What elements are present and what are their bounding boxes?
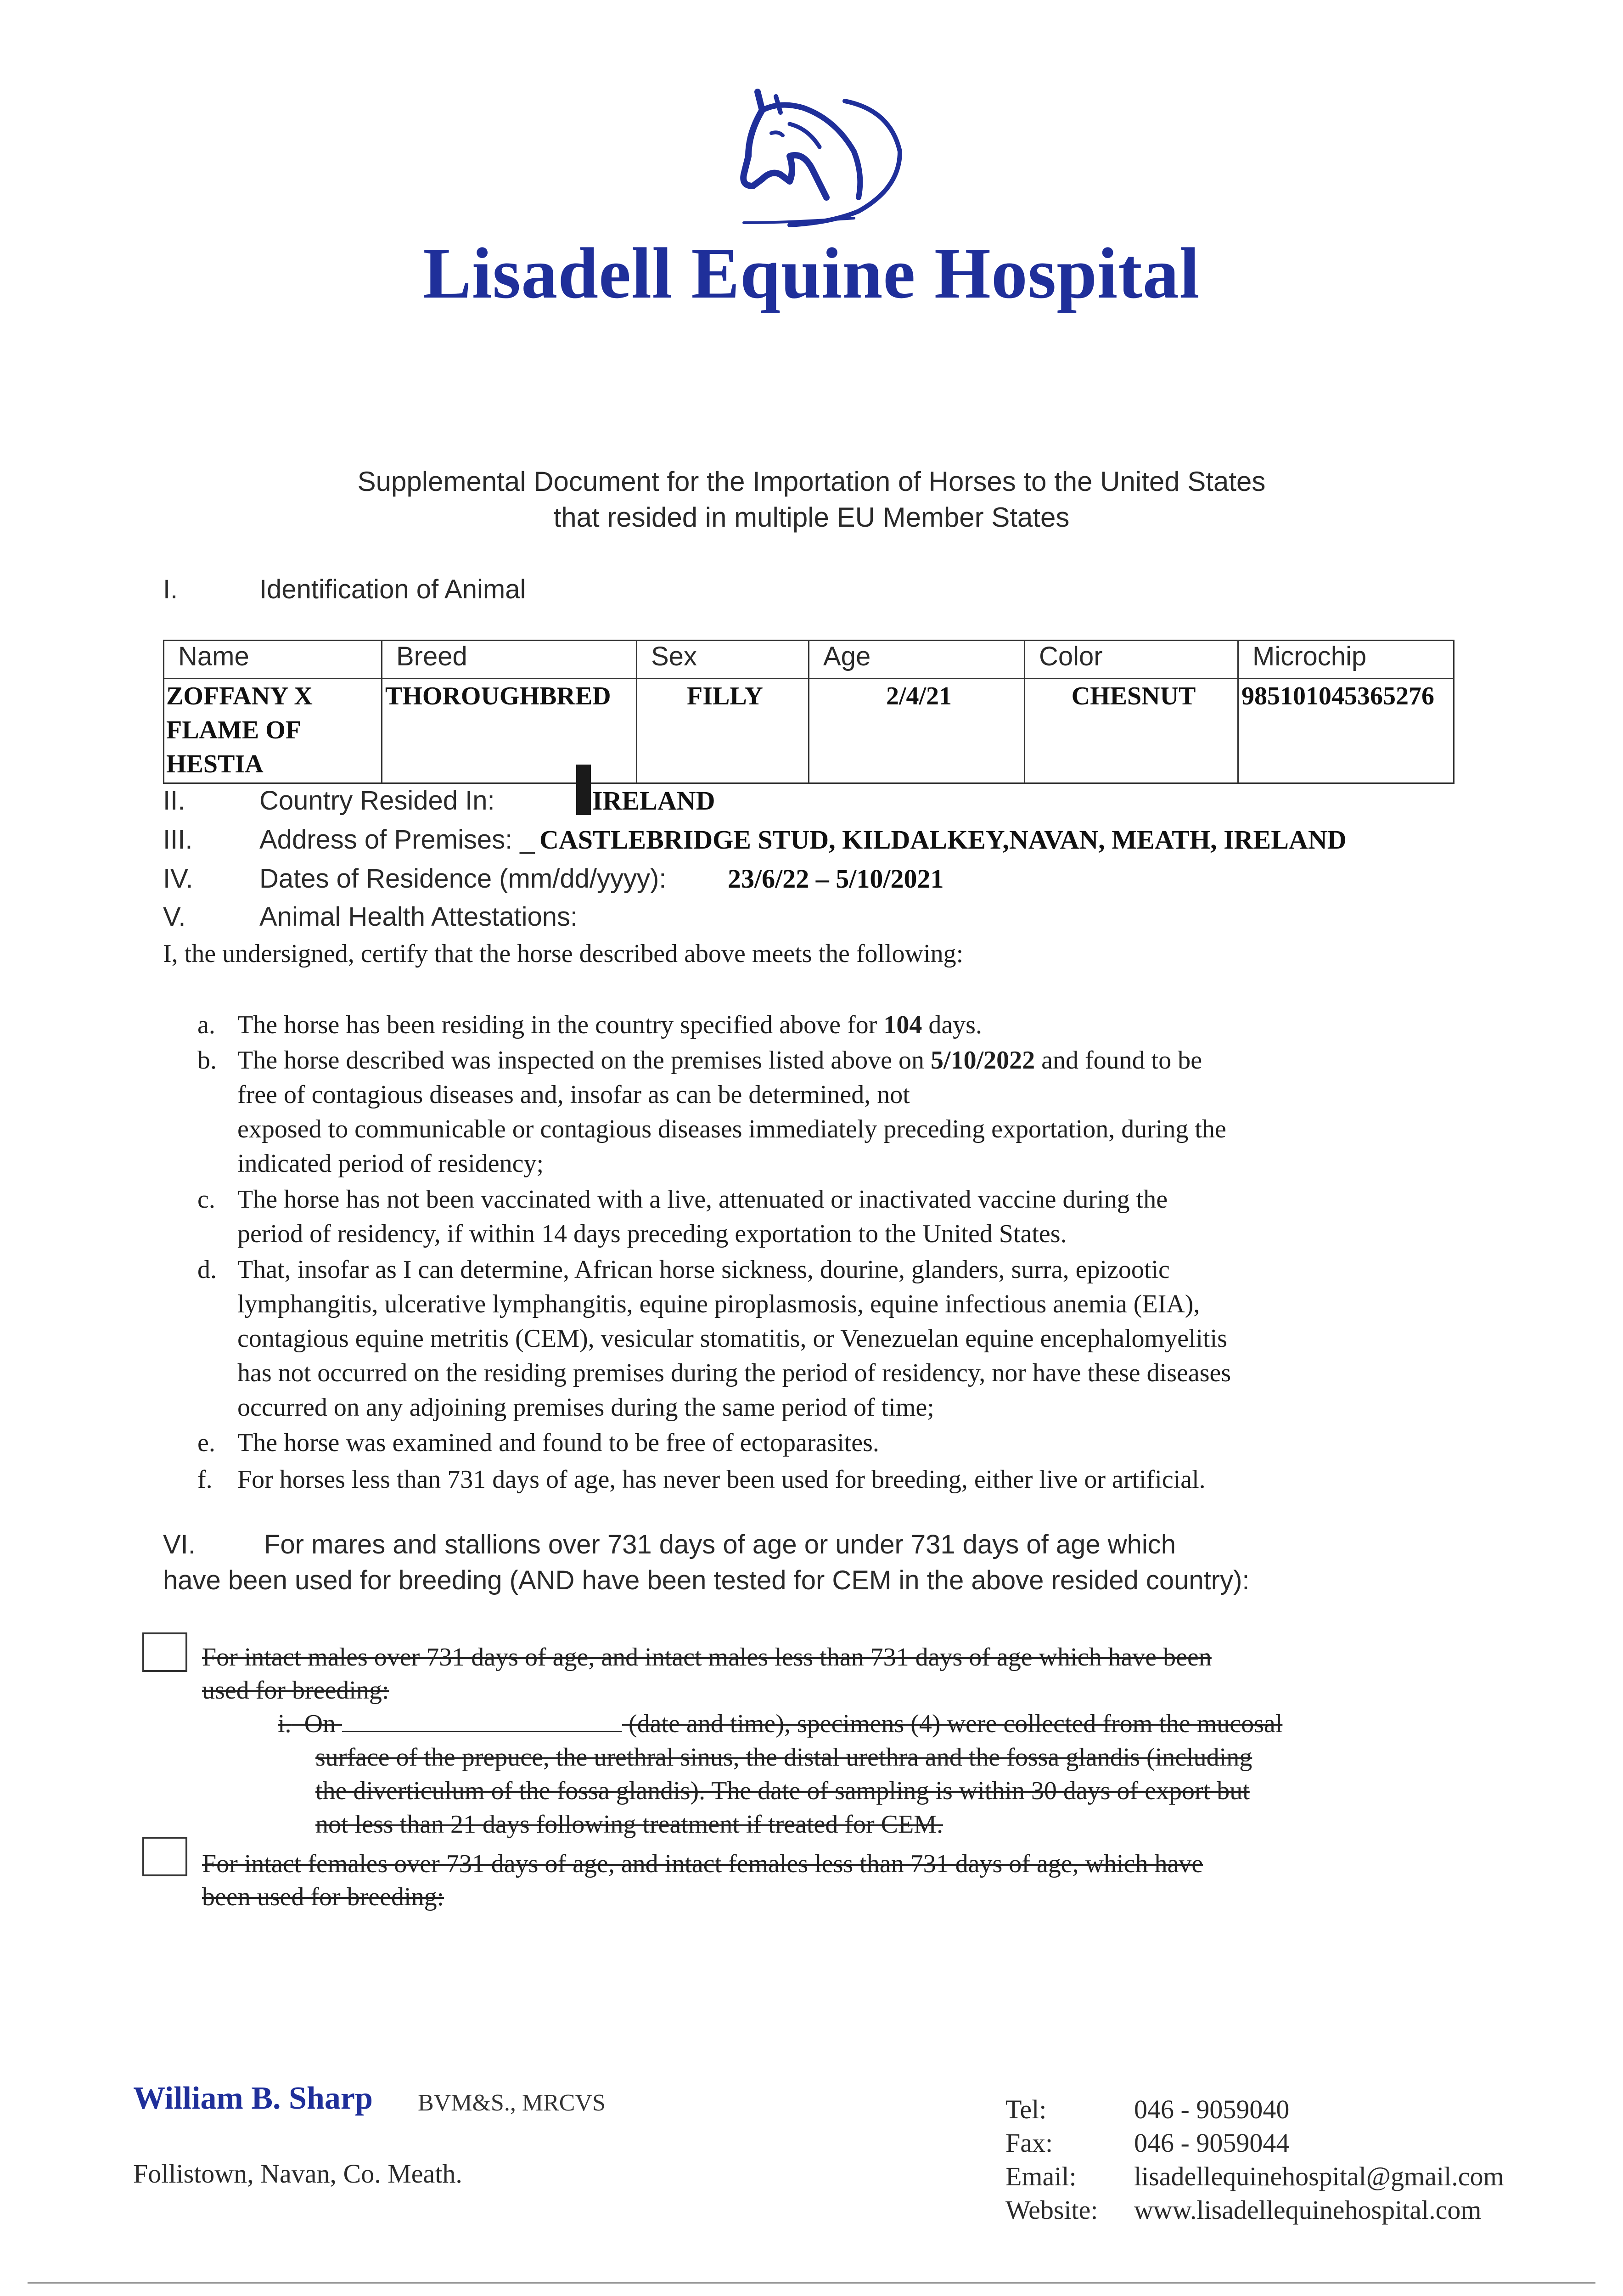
attestation-b-letter: b. [197,1046,217,1075]
country-value: IRELAND [592,786,715,816]
vet-credentials: BVM&S., MRCVS [418,2090,606,2116]
cell-sex: FILLY [637,679,809,783]
section-2-label: Country Resided In: [259,786,495,816]
sub-item-i-line-4: not less than 21 days following treatment if treated for CEM. [315,1810,943,1839]
females-checkbox[interactable] [142,1837,187,1876]
attestation-d-letter: d. [197,1255,217,1284]
section-4-label: Dates of Residence (mm/dd/yyyy): [259,864,667,894]
address-value: CASTLEBRIDGE STUD, KILDALKEY,NAVAN, MEATH, IRELAND [539,825,1347,855]
attestation-a-pre: The horse has been residing in the country specified above for [237,1011,884,1039]
fax-label: Fax: [1005,2128,1053,2158]
males-line-2: used for breeding: [202,1676,389,1705]
sub-item-i-line-2: surface of the prepuce, the urethral sinus, the distal urethra and the fossa glandis (including [315,1743,1252,1772]
title-line-1: Supplemental Document for the Importation of Horses to the United States [357,466,1266,497]
attestation-b-pre: The horse described was inspected on the premises listed above on [237,1046,931,1075]
attestation-f-letter: f. [197,1465,213,1494]
tel-value: 046 - 9059040 [1134,2094,1290,2124]
section-6-line-1: For mares and stallions over 731 days of age or under 731 days of age which [264,1530,1176,1559]
header-microchip: Microchip [1238,641,1454,679]
name-line-2: FLAME OF [166,716,301,744]
section-1-label: Identification of Animal [259,574,526,604]
attestation-b-post: and found to be [1035,1046,1202,1075]
cell-color: CHESNUT [1025,679,1238,783]
attestation-d-line-2: lymphangitis, ulcerative lymphangitis, equine piroplasmosis, equine infectious anemia (EIA), [237,1290,1200,1318]
females-option-text [202,1847,1442,1913]
cell-breed: THOROUGHBRED [382,679,637,783]
sub-item-i [278,1707,1453,1841]
email-label: Email: [1005,2161,1077,2191]
header-sex: Sex [637,641,809,679]
males-line-1: For intact males over 731 days of age, and intact males less than 731 days of age which have been [202,1643,1212,1671]
name-line-1: ZOFFANY X [166,682,313,710]
fax-value: 046 - 9059044 [1134,2128,1290,2158]
attestation-d-line-3: contagious equine metritis (CEM), vesicular stomatitis, or Venezuelan equine encephalomyelitis [237,1324,1227,1353]
sub-item-i-on: On [304,1710,336,1738]
section-6-line-2: have been used for breeding (AND have been tested for CEM in the above resided country): [163,1565,1250,1595]
attestation-d-text [237,1253,1440,1425]
inspection-date: 5/10/2022 [931,1046,1035,1075]
document-title [0,464,1623,535]
table-header-row [164,641,1454,679]
website-link[interactable]: www.lisadellequinehospital.com [1134,2195,1482,2225]
attestation-b-text [237,1043,1440,1181]
tel-label: Tel: [1005,2094,1047,2124]
attestation-a-post: days. [922,1011,982,1039]
header-age: Age [809,641,1025,679]
cell-microchip: 985101045365276 [1238,679,1454,783]
section-6-number: VI. [163,1530,196,1559]
certify-statement: I, the undersigned, certify that the horse described above meets the following: [163,940,964,968]
attestation-c-letter: c. [197,1185,215,1214]
attestation-a-text [237,1008,1440,1042]
vet-name: William B. Sharp [133,2081,373,2116]
hospital-name: Lisadell Equine Hospital [423,233,1200,314]
males-option-text [202,1641,1442,1707]
table-row [164,679,1454,783]
vet-address: Follistown, Navan, Co. Meath. [133,2159,462,2189]
attestation-c-line-2: period of residency, if within 14 days preceding exportation to the United States. [237,1220,1067,1248]
section-5-number: V. [163,902,186,932]
section-4-number: IV. [163,864,193,894]
header-name: Name [164,641,382,679]
attestation-d-line-4: has not occurred on the residing premises during the period of residency, nor have these diseases [237,1359,1231,1387]
section-3-label: Address of Premises: _ [259,825,535,855]
attestation-c-line-1: The horse has not been vaccinated with a live, attenuated or inactivated vaccine during the [237,1185,1168,1214]
title-line-2: that resided in multiple EU Member States [553,502,1070,533]
attestation-d-line-1: That, insofar as I can determine, African horse sickness, dourine, glanders, surra, epizootic [237,1255,1170,1284]
attestation-d-line-5: occurred on any adjoining premises during the same period of time; [237,1393,934,1422]
females-line-1: For intact females over 731 days of age, and intact females less than 731 days of age, which have [202,1850,1203,1878]
attestation-b-line-2: free of contagious diseases and, insofar as can be determined, not [237,1080,910,1109]
sub-item-i-number: i. [278,1710,292,1738]
website-label: Website: [1005,2195,1098,2225]
females-line-2: been used for breeding: [202,1883,444,1911]
header-breed: Breed [382,641,637,679]
horse-head-icon [716,83,946,239]
email-link[interactable]: lisadellequinehospital@gmail.com [1134,2161,1504,2191]
attestation-a-letter: a. [197,1011,215,1039]
attestation-e-text: The horse was examined and found to be free of ectoparasites. [237,1429,879,1457]
attestation-e-letter: e. [197,1429,215,1457]
cell-age: 2/4/21 [809,679,1025,783]
dates-value: 23/6/22 – 5/10/2021 [728,864,944,894]
sub-item-i-line-1: (date and time), specimens (4) were collected from the mucosal [629,1710,1283,1738]
sub-item-i-line-3: the diverticulum of the fossa glandis). The date of sampling is within 30 days of export but [315,1777,1250,1805]
header-color: Color [1025,641,1238,679]
attestation-f-text: For horses less than 731 days of age, has never been used for breeding, either live or artificial. [237,1465,1206,1494]
section-1-number: I. [163,574,178,604]
section-5-label: Animal Health Attestations: [259,902,578,932]
section-3-number: III. [163,825,193,855]
attestation-b-line-4: indicated period of residency; [237,1149,544,1178]
date-time-blank[interactable] [342,1712,622,1732]
identification-table [163,640,1455,784]
attestation-b-line-3: exposed to communicable or contagious diseases immediately preceding exportation, during the [237,1115,1226,1143]
section-2-number: II. [163,786,185,816]
attestation-c-text [237,1182,1440,1251]
redaction-mark [576,765,591,815]
name-line-3: HESTIA [166,750,264,778]
males-checkbox[interactable] [142,1632,187,1672]
cell-name [164,679,382,783]
residency-days: 104 [883,1011,922,1039]
bottom-divider [28,2282,1595,2284]
